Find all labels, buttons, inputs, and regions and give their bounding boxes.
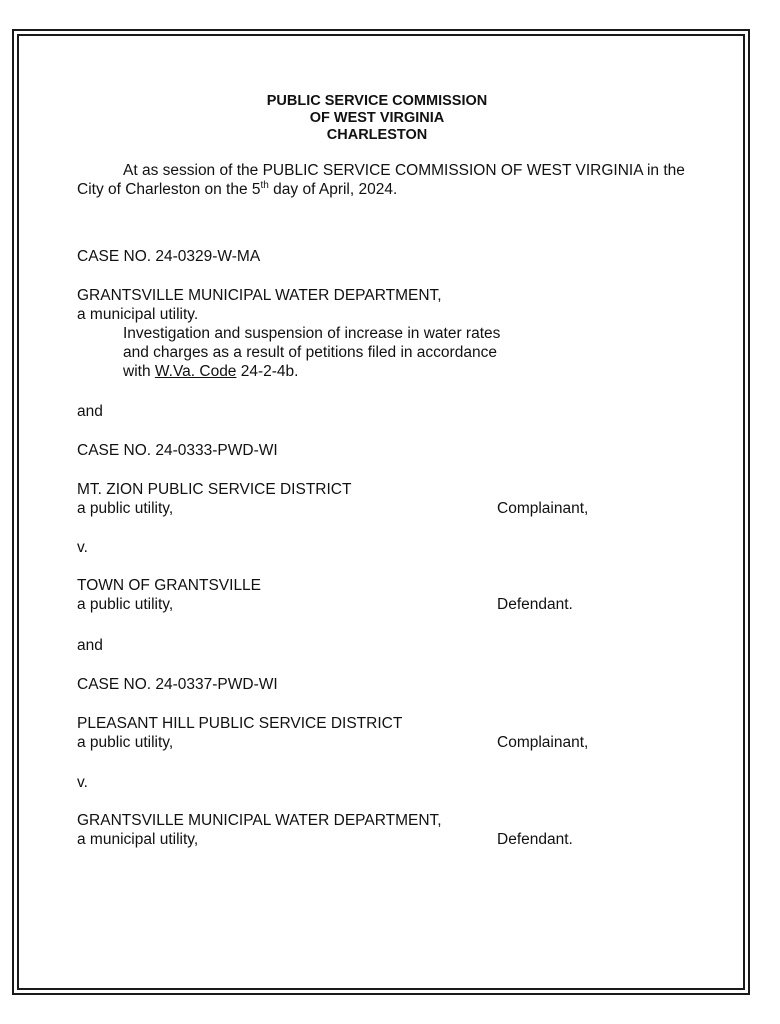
case-1-description-line-1: Investigation and suspension of increase in water rates [123,325,501,342]
case-3-number: CASE NO. 24-0337-PWD-WI [77,676,278,693]
case-3-complainant-row [77,733,697,752]
case-2-complainant [77,480,697,518]
case-3-complainant-type: a public utility, [77,734,174,751]
case-1-caption [77,286,697,381]
case-3-defendant-role: Defendant. [497,831,573,848]
case-3-defendant [77,811,697,849]
session-text: At as session of the PUBLIC SERVICE COMMISSION OF WEST VIRGINIA in the City of Charleston on the 5 [77,162,685,198]
case-2-versus: v. [77,539,88,556]
heading-line-3: CHARLESTON [326,127,428,143]
case-3-defendant-row [77,830,697,849]
case-3-complainant-name: PLEASANT HILL PUBLIC SERVICE DISTRICT [77,715,403,732]
case-2-defendant-name: TOWN OF GRANTSVILLE [77,577,262,594]
case-3-versus: v. [77,774,88,791]
conjunction-and-1: and [77,403,103,420]
session-date-text: day of April, 2024. [268,181,398,198]
conjunction-and-2: and [77,637,103,654]
session-paragraph [77,161,692,199]
case-3-defendant-type: a municipal utility, [77,831,199,848]
document-page [77,93,697,848]
case-1-description-prefix: with [123,363,155,380]
case-3-complainant [77,714,697,752]
case-2-defendant-type: a public utility, [77,596,174,613]
case-2-complainant-name: MT. ZION PUBLIC SERVICE DISTRICT [77,481,352,498]
case-2-complainant-row [77,499,697,518]
statute-reference: W.Va. Code [154,363,237,380]
case-2-defendant-role: Defendant. [497,596,573,613]
heading-line-1: PUBLIC SERVICE COMMISSION [266,93,488,109]
session-ordinal-suffix: th [260,179,269,191]
case-1-number: CASE NO. 24-0329-W-MA [77,248,261,265]
case-3-defendant-name: GRANTSVILLE MUNICIPAL WATER DEPARTMENT, [77,812,442,829]
case-1-party: GRANTSVILLE MUNICIPAL WATER DEPARTMENT, [77,287,442,304]
case-2-complainant-type: a public utility, [77,500,174,517]
heading-line-2: OF WEST VIRGINIA [309,110,445,126]
case-1-description-line-3 [77,362,697,381]
case-1-party-type: a municipal utility. [77,306,199,323]
case-2-defendant [77,576,697,614]
case-3-complainant-role: Complainant, [497,734,589,751]
case-2-complainant-role: Complainant, [497,500,589,517]
commission-heading [77,93,677,144]
case-1-description-line-2: and charges as a result of petitions filed in accordance [123,344,497,361]
case-2-defendant-row [77,595,697,614]
case-1-description-suffix: 24-2-4b. [236,363,299,380]
case-2-number: CASE NO. 24-0333-PWD-WI [77,442,278,459]
